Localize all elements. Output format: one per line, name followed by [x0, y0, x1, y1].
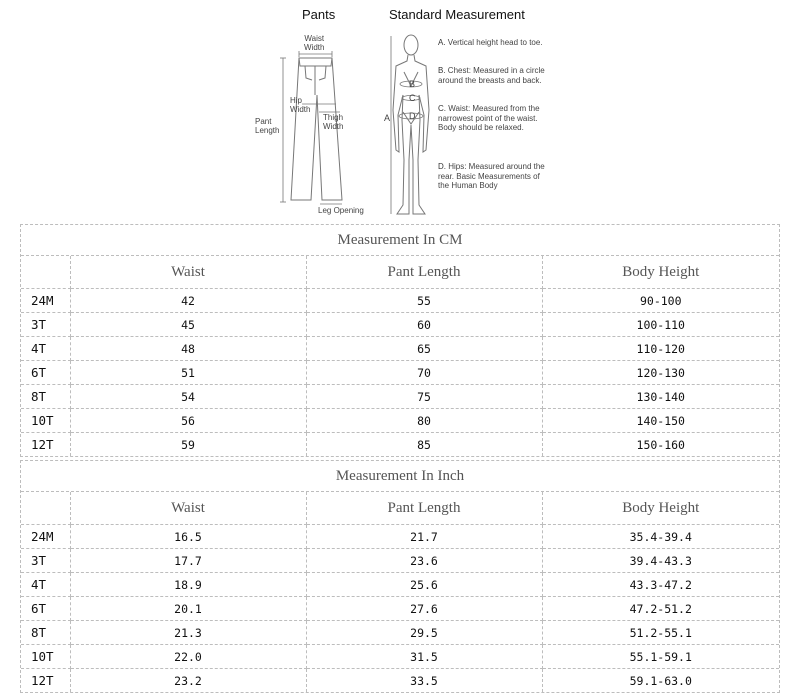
waist-cell: 42 [70, 289, 306, 313]
thigh-width-label: Thigh Width [323, 113, 344, 131]
pant-length-cell: 85 [306, 433, 542, 457]
table-row [21, 313, 779, 337]
table-row [21, 433, 779, 457]
pant-length-arrow [280, 58, 286, 202]
body-height-cell: 120-130 [542, 361, 779, 385]
size-cell: 10T [21, 409, 70, 433]
size-cell: 10T [21, 645, 70, 669]
human-body-illustration [393, 35, 429, 214]
standard-measurement-title: Standard Measurement [389, 7, 525, 22]
pant-length-cell: 80 [306, 409, 542, 433]
waist-cell: 23.2 [70, 669, 306, 693]
size-cell: 8T [21, 385, 70, 409]
waist-cell: 45 [70, 313, 306, 337]
pant-length-cell: 23.6 [306, 549, 542, 573]
header-pant-length: Pant Length [306, 492, 542, 525]
size-cell: 6T [21, 361, 70, 385]
cm-table-title: Measurement In CM [21, 225, 779, 256]
measurement-diagram [0, 0, 800, 220]
waist-cell: 20.1 [70, 597, 306, 621]
note-b: B. Chest: Measured in a circle around the breasts and back. [438, 66, 545, 85]
waist-cell: 18.9 [70, 573, 306, 597]
body-letter-d: D [409, 111, 416, 121]
size-cell: 24M [21, 525, 70, 549]
table-row [21, 549, 779, 573]
table-header-row [21, 256, 779, 289]
body-height-cell: 110-120 [542, 337, 779, 361]
waist-cell: 17.7 [70, 549, 306, 573]
size-cell: 12T [21, 669, 70, 693]
header-waist: Waist [70, 492, 306, 525]
header-size [21, 256, 70, 289]
body-height-cell: 130-140 [542, 385, 779, 409]
body-height-cell: 150-160 [636, 437, 685, 452]
table-row [21, 409, 779, 433]
hip-width-label: Hip Width [290, 96, 311, 114]
table-row [21, 621, 779, 645]
table-row [21, 337, 779, 361]
pant-length-cell: 60 [306, 313, 542, 337]
waist-cell: 16.5 [70, 525, 306, 549]
pant-length-cell: 70 [306, 361, 542, 385]
pant-length-cell: 65 [306, 337, 542, 361]
waist-cell: 21.3 [70, 621, 306, 645]
body-letter-a: A [384, 113, 391, 123]
body-height-cell: 140-150 [542, 409, 779, 433]
table-row [21, 645, 779, 669]
table-row [21, 385, 779, 409]
waist-cell: 59 [70, 433, 306, 457]
note-c: C. Waist: Measured from the narrowest point of the waist. Body should be relaxed. [438, 104, 540, 133]
table-row [21, 597, 779, 621]
size-cell: 4T [21, 337, 70, 361]
body-height-cell: 39.4-43.3 [542, 549, 779, 573]
table-row [21, 361, 779, 385]
pant-length-cell: 33.5 [306, 669, 542, 693]
waist-width-label: Waist Width [304, 34, 325, 52]
header-pant-length: Pant Length [306, 256, 542, 289]
body-height-cell: 43.3-47.2 [542, 573, 779, 597]
table-header-row [21, 492, 779, 525]
inch-table-title: Measurement In Inch [21, 461, 779, 492]
inch-table [20, 460, 780, 693]
size-cell: 3T [21, 313, 70, 337]
table-row [21, 669, 779, 693]
table-row [21, 525, 779, 549]
size-cell: 3T [21, 549, 70, 573]
pant-length-cell: 31.5 [306, 645, 542, 669]
body-letter-b: B [409, 79, 416, 89]
pant-length-cell: 29.5 [306, 621, 542, 645]
body-height-cell: 59.1-63.0 [629, 673, 692, 688]
table-row [21, 573, 779, 597]
header-body-height: Body Height [542, 256, 779, 289]
leg-opening-label: Leg Opening [318, 206, 364, 215]
body-height-cell: 35.4-39.4 [542, 525, 779, 549]
note-a: A. Vertical height head to toe. [438, 38, 543, 47]
body-height-cell: 55.1-59.1 [542, 645, 779, 669]
pant-length-cell: 75 [306, 385, 542, 409]
cm-table [20, 224, 780, 457]
waist-cell: 48 [70, 337, 306, 361]
body-height-cell: 100-110 [542, 313, 779, 337]
body-height-cell: 90-100 [542, 289, 779, 313]
waist-cell: 22.0 [70, 645, 306, 669]
pant-length-cell: 55 [306, 289, 542, 313]
pant-length-cell: 27.6 [306, 597, 542, 621]
body-height-cell: 51.2-55.1 [542, 621, 779, 645]
waist-cell: 54 [70, 385, 306, 409]
note-d: D. Hips: Measured around the rear. Basic Measurements of the Human Body [438, 162, 545, 191]
size-cell: 6T [21, 597, 70, 621]
size-cell: 4T [21, 573, 70, 597]
table-row [21, 289, 779, 313]
body-letter-c: C [409, 93, 416, 103]
waist-cell: 51 [70, 361, 306, 385]
size-cell: 12T [21, 433, 70, 457]
header-body-height: Body Height [542, 492, 779, 525]
pant-length-label: Pant Length [255, 117, 280, 135]
header-waist: Waist [70, 256, 306, 289]
waist-cell: 56 [70, 409, 306, 433]
size-cell: 8T [21, 621, 70, 645]
pants-title: Pants [302, 7, 336, 22]
header-size [21, 492, 70, 525]
pant-length-cell: 25.6 [306, 573, 542, 597]
size-cell: 24M [21, 289, 70, 313]
pant-length-cell: 21.7 [306, 525, 542, 549]
body-height-cell: 47.2-51.2 [542, 597, 779, 621]
